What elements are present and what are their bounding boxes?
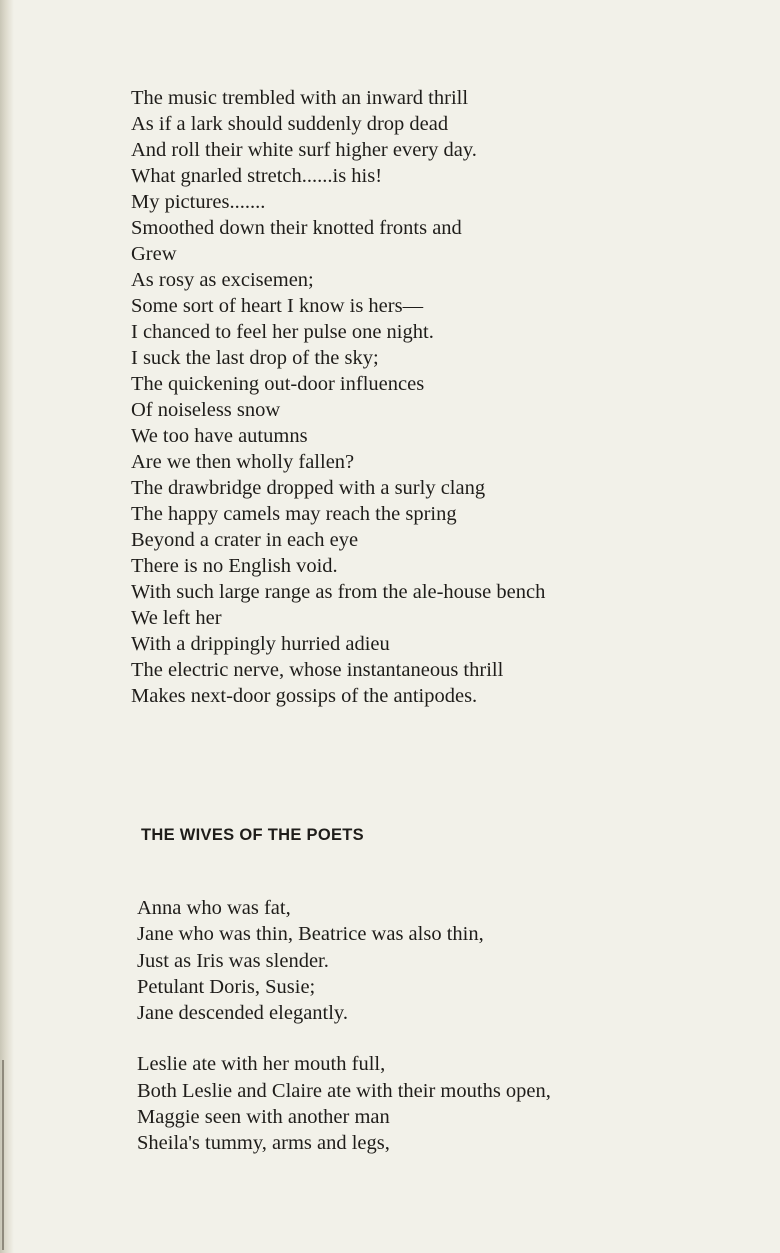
poem-line: Maggie seen with another man [137, 1106, 390, 1129]
poem-line: And roll their white surf higher every day. [131, 139, 477, 161]
binding-edge [2, 1060, 4, 1250]
poem-line: Sheila's tummy, arms and legs, [137, 1132, 390, 1155]
poem-line: We too have autumns [131, 425, 308, 447]
poem-line: The happy camels may reach the spring [131, 503, 457, 525]
poem-line: We left her [131, 607, 222, 629]
poem-line: Are we then wholly fallen? [131, 451, 355, 473]
poem-line: Of noiseless snow [131, 399, 281, 421]
poem-line: As if a lark should suddenly drop dead [131, 113, 449, 135]
poem-line: The electric nerve, whose instantaneous thrill [131, 659, 504, 681]
poem-title: THE WIVES OF THE POETS [141, 826, 364, 844]
poem-line: Some sort of heart I know is hers— [131, 295, 424, 317]
poem-line: Smoothed down their knotted fronts and [131, 217, 462, 239]
stanza-break [137, 1026, 757, 1051]
poem-line: Grew [131, 243, 177, 265]
poem-line: Jane descended elegantly. [137, 1002, 348, 1025]
poem-line: Beyond a crater in each eye [131, 529, 359, 551]
poem-line: Petulant Doris, Susie; [137, 975, 316, 998]
poem-line: Makes next-door gossips of the antipodes. [131, 685, 478, 707]
poem-line: With a drippingly hurried adieu [131, 633, 390, 655]
poem-line: My pictures....... [131, 191, 266, 213]
stanza [137, 1051, 757, 1156]
poem-line: The music trembled with an inward thrill [131, 87, 469, 109]
poem-line: Anna who was fat, [137, 897, 291, 919]
poem-line: There is no English void. [131, 555, 338, 577]
poem-line: With such large range as from the ale-house bench [131, 581, 546, 603]
poem-line: Just as Iris was slender. [137, 949, 329, 972]
stanza [137, 895, 757, 1026]
poem-line: What gnarled stretch......is his! [131, 165, 383, 187]
poem-wives-of-the-poets [137, 895, 757, 1157]
poem-line: Both Leslie and Claire ate with their mouths open, [137, 1079, 551, 1102]
poem-excerpt [131, 85, 761, 709]
poem-line: I chanced to feel her pulse one night. [131, 321, 434, 343]
poem-line: Jane who was thin, Beatrice was also thin, [137, 923, 484, 946]
poem-line: As rosy as excisemen; [131, 269, 314, 291]
poem-line: The quickening out-door influences [131, 373, 425, 395]
poem-line: The drawbridge dropped with a surly clang [131, 477, 486, 499]
poem-line: Leslie ate with her mouth full, [137, 1053, 386, 1076]
poem-line: I suck the last drop of the sky; [131, 347, 379, 369]
